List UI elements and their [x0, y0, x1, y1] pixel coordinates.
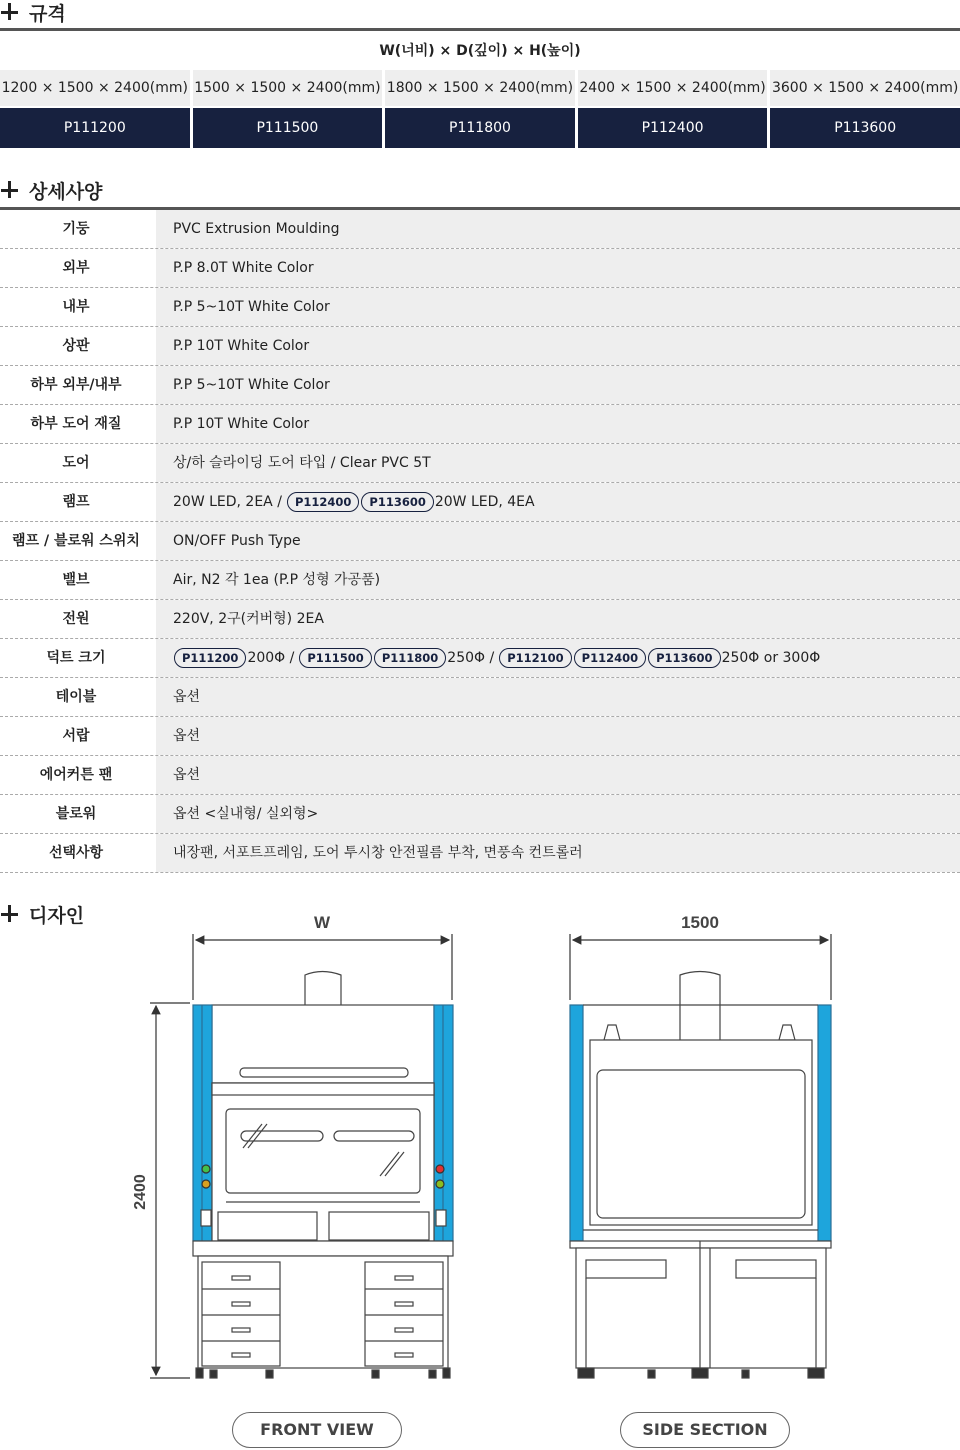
detail-value: 옵션 <실내형/ 실외형> — [156, 795, 960, 833]
detail-value: 옵션 — [156, 756, 960, 794]
spec-dimension: 3600 × 1500 × 2400(mm) — [770, 70, 960, 106]
detail-text: 20W LED, 2EA / — [173, 494, 282, 510]
detail-value: P.P 5~10T White Color — [156, 366, 960, 404]
detail-row — [0, 834, 960, 873]
spec-code: P111200 — [0, 108, 190, 148]
model-badge: P113600 — [648, 648, 720, 668]
detail-label: 서랍 — [62, 728, 90, 744]
spec-header: W(너비) × D(깊이) × H(높이) — [379, 43, 581, 59]
detail-value — [156, 639, 960, 677]
detail-row — [0, 639, 960, 678]
detail-row — [0, 561, 960, 600]
height-label: 2400 — [132, 1174, 149, 1210]
detail-label: 하부 외부/내부 — [30, 377, 122, 393]
detail-label: 밸브 — [62, 572, 90, 588]
detail-label: 하부 도어 재질 — [30, 416, 122, 432]
side-section-drawing — [570, 934, 831, 1378]
detail-row — [0, 522, 960, 561]
detail-text: 200Φ / — [247, 650, 295, 666]
spec-code: P113600 — [770, 108, 960, 148]
plus-icon — [0, 180, 20, 200]
detail-row — [0, 249, 960, 288]
detail-label: 전원 — [62, 611, 90, 627]
detail-row — [0, 210, 960, 249]
detail-value: Air, N2 각 1ea (P.P 성형 가공품) — [156, 561, 960, 599]
spec-code: P112400 — [578, 108, 768, 148]
detail-row — [0, 366, 960, 405]
detail-row — [0, 600, 960, 639]
spec-dimension: 1500 × 1500 × 2400(mm) — [193, 70, 383, 106]
detail-label: 블로워 — [55, 806, 97, 822]
detail-row — [0, 756, 960, 795]
detail-value: P.P 10T White Color — [156, 405, 960, 443]
section-title-spec: 규격 — [0, 0, 66, 24]
detail-value: 옵션 — [156, 717, 960, 755]
detail-value: 상/하 슬라이딩 도어 타입 / Clear PVC 5T — [156, 444, 960, 482]
detail-row — [0, 444, 960, 483]
detail-label: 에어커튼 팬 — [39, 767, 113, 783]
detail-label: 내부 — [62, 299, 90, 315]
detail-label: 기둥 — [62, 221, 90, 237]
model-badge: P112400 — [287, 492, 359, 512]
section-title-design: 디자인 — [0, 902, 84, 926]
spec-codes-row — [0, 108, 960, 148]
detail-text: 20W LED, 4EA — [434, 494, 535, 510]
detail-row — [0, 795, 960, 834]
detail-label: 도어 — [62, 455, 90, 471]
detail-text: 250Φ / — [447, 650, 495, 666]
detail-label: 테이블 — [55, 689, 97, 705]
side-width-label: 1500 — [681, 913, 719, 932]
detail-label: 덕트 크기 — [46, 650, 106, 666]
detail-row — [0, 678, 960, 717]
spec-code: P111500 — [193, 108, 383, 148]
model-badge: P112100 — [499, 648, 571, 668]
spec-code: P111800 — [385, 108, 575, 148]
plus-icon — [0, 2, 20, 22]
model-badge: P112400 — [574, 648, 646, 668]
detail-value: P.P 8.0T White Color — [156, 249, 960, 287]
detail-value: 220V, 2구(커버형) 2EA — [156, 600, 960, 638]
front-view-label: FRONT VIEW — [232, 1412, 402, 1448]
detail-value — [156, 483, 960, 521]
detail-label: 선택사항 — [48, 845, 104, 861]
section-title-detail: 상세사양 — [0, 178, 102, 202]
detail-value: 옵션 — [156, 678, 960, 716]
detail-row — [0, 327, 960, 366]
detail-table — [0, 210, 960, 873]
detail-value: PVC Extrusion Moulding — [156, 210, 960, 248]
spec-dimension: 2400 × 1500 × 2400(mm) — [578, 70, 768, 106]
detail-value: P.P 10T White Color — [156, 327, 960, 365]
model-badge: P113600 — [361, 492, 433, 512]
front-view-drawing — [150, 934, 453, 1378]
side-section-label: SIDE SECTION — [620, 1412, 790, 1448]
detail-value: P.P 5~10T White Color — [156, 288, 960, 326]
spec-dimension: 1200 × 1500 × 2400(mm) — [0, 70, 190, 106]
detail-row — [0, 717, 960, 756]
fume-hood-drawing — [0, 895, 960, 1385]
model-badge: P111800 — [374, 648, 446, 668]
detail-row — [0, 405, 960, 444]
model-badge: P111500 — [299, 648, 371, 668]
model-badge: P111200 — [174, 648, 246, 668]
detail-text: 250Φ or 300Φ — [721, 650, 821, 666]
detail-value: ON/OFF Push Type — [156, 522, 960, 560]
front-width-label: W — [313, 913, 331, 932]
detail-label: 램프 / 블로워 스위치 — [12, 533, 140, 549]
spec-dimensions-row — [0, 70, 960, 106]
detail-label: 외부 — [62, 260, 90, 276]
spec-dimension: 1800 × 1500 × 2400(mm) — [385, 70, 575, 106]
detail-value: 내장팬, 서포트프레임, 도어 투시창 안전필름 부착, 면풍속 컨트롤러 — [156, 834, 960, 872]
detail-row — [0, 483, 960, 522]
detail-label: 상판 — [62, 338, 90, 354]
detail-label: 램프 — [62, 494, 90, 510]
detail-row — [0, 288, 960, 327]
section-rule — [0, 28, 960, 31]
